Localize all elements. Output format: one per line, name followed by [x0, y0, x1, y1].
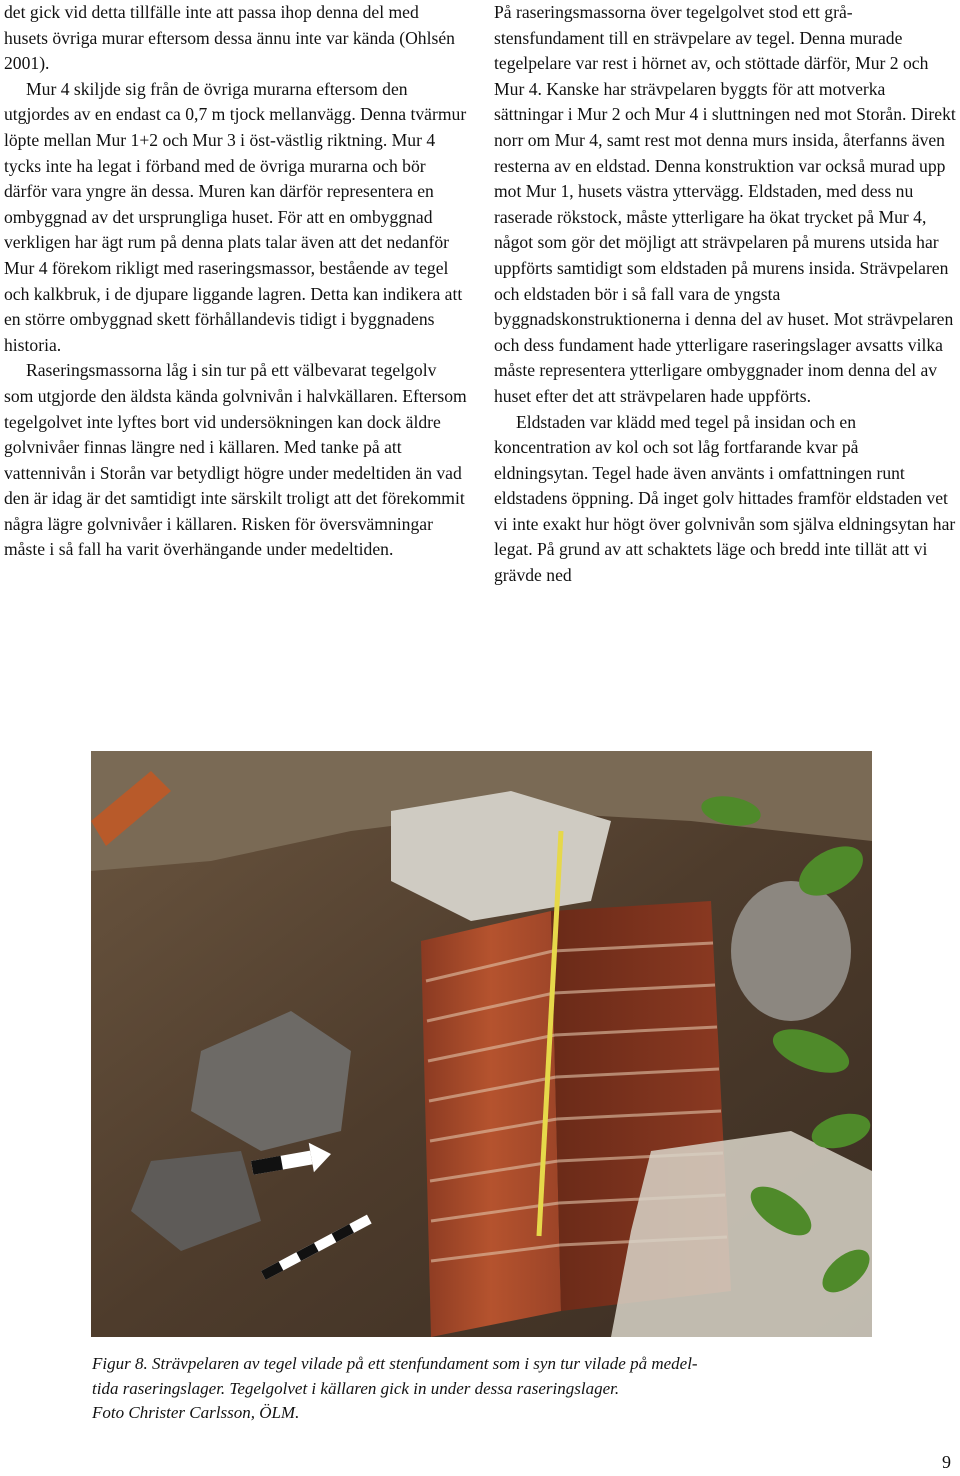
figure-caption — [92, 1352, 882, 1426]
paragraph-stravpelare: På raseringsmassorna över tegelgolvet stod ett gråstensfundament till en strävpelare av tegel. Denna murade tegelpelare var rest i hörnet av, och stöttade därför, Mur 2 och Mur 4. Kanske har strävpelaren byggts för att motverka sättningar i Mur 2 och Mur 4 i sluttningen ned mot Storån. Direkt norr om Mur 4, samt rest mot denna murs insida, återfanns även resterna av en eldstad. Denna konstruktion var också murad upp mot Mur 1, husets västra yttervägg. Eldstaden, med dess nu raserade rökstock, måste ytterligare ha ökat trycket på Mur 4, något som gör det möjligt att strävpelaren på murens utsida har uppförts samtidigt som eldstaden på murens insida. Strävpelaren och eldstaden bör i så fall vara de yngsta byggnadskonstruktionerna i denna del av huset. Mot strävpelaren och dess fundament hade ytterligare raseringslager avsatts vilka måste representera ytterligare ombyggnader inom denna del av huset efter det att strävpelaren hade uppförts. — [494, 2, 956, 406]
excavation-photo — [91, 751, 872, 1337]
excavation-photo-illustration — [91, 751, 872, 1337]
page-number: 9 — [942, 1452, 951, 1472]
right-text-column — [494, 0, 957, 589]
caption-line: Foto Christer Carlsson, ÖLM. — [92, 1403, 300, 1422]
caption-line: tida raseringslager. Tegelgolvet i källaren gick in under dessa raseringslager. — [92, 1378, 620, 1398]
paragraph-continuation: det gick vid detta tillfälle inte att passa ihop denna del med husets övriga murar eftersom dessa ännu inte var kända (Ohlsén 2001). — [4, 2, 455, 74]
left-text-column — [4, 0, 467, 563]
paragraph-mur-4: Mur 4 skiljde sig från de övriga murarna eftersom den utgjordes av en endast ca 0,7 m tjock mellanvägg. Denna tvärmur löpte mellan Mur 1+2 och Mur 3 i öst-västlig riktning. Mur 4 tycks inte ha legat i förband med de övriga murarna och bör därför vara yngre än dessa. Muren kan därför representera en ombyggnad av det ursprungliga huset. För att en ombyggnad verkligen har ägt rum på denna plats talar även att det nedanför Mur 4 förekom rikligt med raseringsmassor, bestående av tegel och kalkbruk, i de djupare liggande lagren. Detta kan indikera att en större ombyggnad skett förhållandevis tidigt i byggnadens historia. — [4, 78, 467, 355]
caption-line: Figur 8. Strävpelaren av tegel vilade på ett stenfundament som i syn tur vilade på medel- — [92, 1354, 698, 1373]
paragraph-raseringsmassorna: Raseringsmassorna låg i sin tur på ett välbevarat tegelgolv som utgjorde den äldsta kända golvnivån i halvkällaren. Eftersom tegelgolvet inte lyftes bort vid undersökningen kan dock äldre golvnivåer finnas längre ned i källaren. Med tanke på att vattennivån i Storån var betydligt högre under medeltiden än vad den är idag är det samtidigt inte särskilt troligt att det förekommit några lägre golvnivåer i källaren. Risken för översvämningar måste i så fall ha varit överhängande under medeltiden. — [4, 360, 467, 560]
paragraph-eldstaden: Eldstaden var klädd med tegel på insidan och en koncentration av kol och sot låg fortfarande kvar på eldningsytan. Tegel hade även använts i omfattningen runt eldstadens öppning. Då inget golv hittades framför eldstaden vet vi inte exakt hur högt över golvnivån som själva eldningsytan har legat. På grund av att schaktets läge och bredd inte tillät att vi grävde ned — [494, 411, 956, 586]
